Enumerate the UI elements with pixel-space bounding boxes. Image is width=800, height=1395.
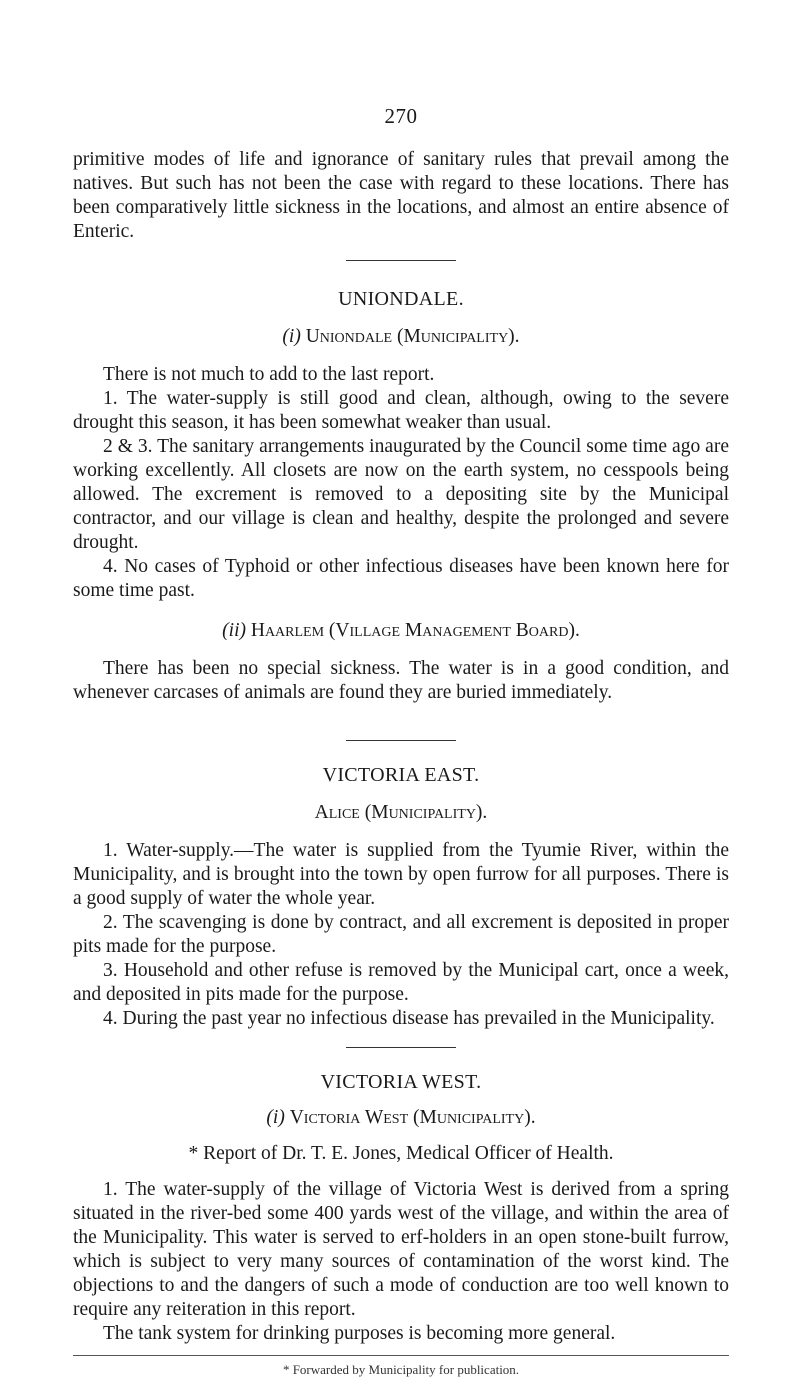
victoria-west-heading: VICTORIA WEST. bbox=[320, 1071, 482, 1093]
uniondale-heading: UNIONDALE. bbox=[338, 288, 464, 310]
paragraph: 2. The scavenging is done by contract, and all excrement is deposited in proper pits made for the purpose. bbox=[73, 912, 729, 957]
paragraph: There has been no special sickness. The water is in a good condition, and whenever carcases of animals are found they are buried immediately. bbox=[73, 658, 729, 703]
victoria-west-paragraphs bbox=[73, 1178, 729, 1346]
paragraph: 1. The water-supply of the village of Victoria West is derived from a spring situated in the river-bed some 400 yards west of the village, and within the area of the Municipality. This water is served to erf-holders in an open stone-built furrow, which is subject to very many sources of contamination of the worst kind. The objections to and the dangers of such a mode of conduction are too well known to require any reiteration in this report. bbox=[73, 1179, 729, 1320]
subheading-number: (i) bbox=[266, 1107, 285, 1128]
haarlem-paragraphs bbox=[73, 657, 729, 705]
paragraph: 4. During the past year no infectious disease has prevailed in the Municipality. bbox=[103, 1008, 715, 1029]
paragraph: There is not much to add to the last report. bbox=[103, 364, 435, 385]
report-attribution: * Report of Dr. T. E. Jones, Medical Officer of Health. bbox=[188, 1143, 614, 1164]
victoria-west-section bbox=[73, 1047, 729, 1346]
victoria-east-paragraphs bbox=[73, 839, 729, 1031]
subheading-title: Victoria West (Municipality). bbox=[289, 1107, 536, 1128]
paragraph: 3. Household and other refuse is removed by the Municipal cart, once a week, and deposited in pits made for the purpose. bbox=[73, 960, 729, 1005]
section-divider bbox=[346, 260, 456, 261]
paragraph: The tank system for drinking purposes is becoming more general. bbox=[103, 1323, 616, 1344]
paragraph: 1. The water-supply is still good and clean, although, owing to the severe drought this season, it has been somewhat weaker than usual. bbox=[73, 388, 729, 433]
intro-paragraph: primitive modes of life and ignorance of sanitary rules that prevail among the natives. But such has not been the case with regard to these locations. There has been comparatively little sickness in the locations, and almost an entire absence of Enteric. bbox=[73, 149, 729, 242]
subheading-number: (ii) bbox=[222, 620, 246, 641]
uniondale-subheading bbox=[73, 325, 729, 349]
haarlem-subheading bbox=[73, 619, 729, 643]
footnote: * Forwarded by Municipality for publication. bbox=[282, 1362, 520, 1377]
alice-subheading bbox=[73, 801, 729, 825]
page-number: 270 bbox=[384, 104, 418, 128]
subheading-number: (i) bbox=[282, 326, 301, 347]
subheading-title: Haarlem (Village Management Board). bbox=[250, 620, 580, 641]
section-divider bbox=[346, 1047, 456, 1048]
footnote-block bbox=[73, 1355, 729, 1382]
uniondale-paragraphs bbox=[73, 363, 729, 603]
paragraph: 1. Water-supply.—The water is supplied from the Tyumie River, within the Municipality, and is brought into the town by open furrow for all purposes. There is a good supply of water the whole year. bbox=[73, 840, 729, 909]
intro-paragraph-block bbox=[73, 148, 729, 244]
victoria-east-section bbox=[73, 740, 729, 1031]
paragraph: 4. No cases of Typhoid or other infectious diseases have been known here for some time past. bbox=[73, 556, 729, 601]
victoria-east-heading: VICTORIA EAST. bbox=[322, 764, 480, 786]
victoria-west-subheading bbox=[73, 1106, 729, 1130]
uniondale-section bbox=[73, 260, 729, 705]
subheading-title: Alice (Municipality). bbox=[314, 802, 488, 823]
footnote-divider bbox=[73, 1355, 729, 1356]
subheading-title: Uniondale (Municipality). bbox=[305, 326, 520, 347]
section-divider bbox=[346, 740, 456, 741]
paragraph: 2 & 3. The sanitary arrangements inaugurated by the Council some time ago are working excellently. All closets are now on the earth system, no cesspools being allowed. The excrement is removed to a depositing site by the Municipal contractor, and our village is clean and healthy, despite the prolonged and severe drought. bbox=[73, 436, 729, 553]
